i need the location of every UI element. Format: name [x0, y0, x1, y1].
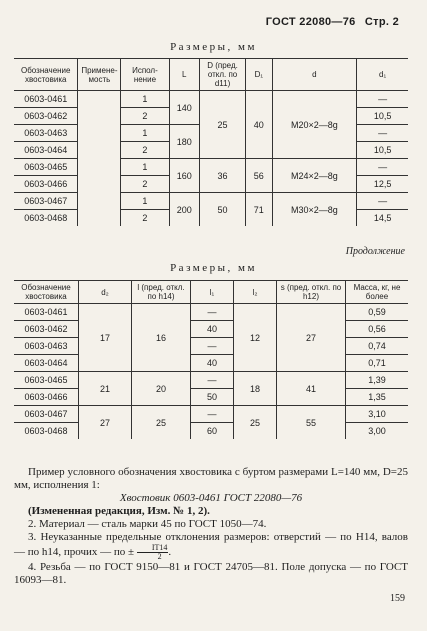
cell: 18: [234, 372, 277, 406]
cell: 56: [246, 159, 272, 193]
table2-caption: Размеры, мм: [170, 262, 257, 274]
cell: 25: [199, 91, 245, 159]
cell: 3,00: [346, 423, 409, 440]
table-row: [14, 159, 408, 176]
cell: 1,35: [346, 389, 409, 406]
cell: —: [357, 91, 408, 108]
cell: 0603-0462: [14, 108, 78, 125]
cell: 0,71: [346, 355, 409, 372]
cell: M20×2—8g: [272, 91, 357, 159]
note-tolerances: [14, 531, 408, 561]
revision-note: (Измененная редакция, Изм. № 1, 2).: [28, 505, 210, 517]
cell: 71: [246, 193, 272, 227]
cell: 17: [79, 304, 132, 372]
note-thread: 4. Резьба — по ГОСТ 9150—81 и ГОСТ 24705—81. Поле допуска — по ГОСТ 16093—81.: [14, 561, 408, 586]
t2-col-l2: l₂: [234, 281, 277, 304]
table-row: [14, 338, 408, 355]
cell: 50: [191, 389, 234, 406]
example-paragraph: Пример условного обозначения хвостовика с буртом размерами L=140 мм, D=25 мм, исполнения 1:: [14, 466, 408, 491]
cell: 0603-0461: [14, 304, 79, 321]
cell: 180: [169, 125, 199, 159]
t1-col-designation: Обозначение хвостовика: [14, 59, 78, 91]
page-number: 159: [390, 593, 405, 604]
t1-col-execution: Испол-нение: [121, 59, 169, 91]
dimensions-table-2: [14, 280, 408, 439]
cell: 40: [191, 321, 234, 338]
fraction-numerator: IT14: [137, 544, 169, 553]
table-row: [14, 355, 408, 372]
standard-number: ГОСТ 22080—76: [265, 16, 356, 28]
table-row: [14, 321, 408, 338]
table-row: [14, 304, 408, 321]
cell: 14,5: [357, 210, 408, 227]
t2-col-l1: l₁: [191, 281, 234, 304]
cell: 2: [121, 108, 169, 125]
dimensions-table-1: [14, 58, 408, 226]
notes-section: [14, 466, 408, 587]
cell: 0603-0463: [14, 338, 79, 355]
cell: 0603-0463: [14, 125, 78, 142]
t2-col-s: s (пред. откл. по h12): [277, 281, 346, 304]
cell: 27: [79, 406, 132, 440]
cell: 1: [121, 125, 169, 142]
note-material: 2. Материал — сталь марки 45 по ГОСТ 1050—74.: [28, 518, 267, 530]
cell: 12,5: [357, 176, 408, 193]
t1-col-D1: D₁: [246, 59, 272, 91]
cell: —: [191, 304, 234, 321]
page-header: [260, 16, 399, 28]
t1-col-d: d: [272, 59, 357, 91]
cell: 0,56: [346, 321, 409, 338]
cell: 0603-0462: [14, 321, 79, 338]
cell: 0,74: [346, 338, 409, 355]
cell: 12: [234, 304, 277, 372]
table-row: [14, 372, 408, 389]
cell: 2: [121, 142, 169, 159]
table-row: [14, 406, 408, 423]
table2-header-row: [14, 281, 408, 304]
cell: 1: [121, 193, 169, 210]
cell: 50: [199, 193, 245, 227]
table1-caption: Размеры, мм: [170, 41, 257, 53]
t1-col-L: L: [169, 59, 199, 91]
table-row: [14, 389, 408, 406]
cell: 36: [199, 159, 245, 193]
cell: 0603-0464: [14, 142, 78, 159]
cell: 27: [277, 304, 346, 372]
cell: [78, 91, 121, 227]
tolerance-text: 3. Неуказанные предельные отклонения размеров: отверстий — по Н14, валов — по h14, прочих — по ±: [14, 531, 408, 559]
cell: —: [191, 406, 234, 423]
cell: 0603-0467: [14, 406, 79, 423]
t1-col-d1: d₁: [357, 59, 408, 91]
cell: 16: [132, 304, 191, 372]
t2-col-d2: d₂: [79, 281, 132, 304]
cell: 25: [132, 406, 191, 440]
cell: 0603-0466: [14, 176, 78, 193]
cell: 2: [121, 176, 169, 193]
cell: 0,59: [346, 304, 409, 321]
t2-col-l: l (пред. откл. по h14): [132, 281, 191, 304]
cell: 0603-0467: [14, 193, 78, 210]
cell: 21: [79, 372, 132, 406]
cell: —: [357, 125, 408, 142]
cell: 0603-0466: [14, 389, 79, 406]
cell: —: [191, 372, 234, 389]
cell: 40: [246, 91, 272, 159]
t1-col-D: D (пред. откл. по d11): [199, 59, 245, 91]
tolerance-end: .: [168, 546, 172, 559]
cell: 10,5: [357, 108, 408, 125]
cell: 160: [169, 159, 199, 193]
cell: 140: [169, 91, 199, 125]
t1-col-applicability: Примене-мость: [78, 59, 121, 91]
cell: 25: [234, 406, 277, 440]
tolerance-fraction: [137, 543, 172, 561]
cell: 2: [121, 210, 169, 227]
cell: —: [357, 159, 408, 176]
cell: 40: [191, 355, 234, 372]
t2-col-designation: Обозначение хвостовика: [14, 281, 79, 304]
table1-header-row: [14, 59, 408, 91]
table-row: [14, 193, 408, 210]
table-row: [14, 91, 408, 108]
cell: 20: [132, 372, 191, 406]
table-row: [14, 423, 408, 440]
cell: 60: [191, 423, 234, 440]
cell: M30×2—8g: [272, 193, 357, 227]
cell: 41: [277, 372, 346, 406]
cell: 0603-0461: [14, 91, 78, 108]
cell: 1: [121, 159, 169, 176]
cell: 0603-0464: [14, 355, 79, 372]
cell: 55: [277, 406, 346, 440]
cell: 0603-0468: [24, 213, 68, 223]
cell: 10,5: [357, 142, 408, 159]
cell: 200: [169, 193, 199, 227]
cell: 0603-0465: [14, 159, 78, 176]
page-label: Стр. 2: [364, 16, 399, 28]
fraction-denominator: 2: [157, 552, 162, 561]
cell: M24×2—8g: [272, 159, 357, 193]
cell: 1: [121, 91, 169, 108]
cell: 0603-0468: [24, 426, 68, 436]
example-designation: Хвостовик 0603-0461 ГОСТ 22080—76: [119, 492, 303, 504]
cell: 3,10: [346, 406, 409, 423]
cell: —: [191, 338, 234, 355]
cell: 0603-0465: [14, 372, 79, 389]
cell: —: [357, 193, 408, 210]
t2-col-mass: Масса, кг, не более: [346, 281, 409, 304]
cell: 1,39: [346, 372, 409, 389]
continuation-label: Продолжение: [345, 246, 405, 257]
